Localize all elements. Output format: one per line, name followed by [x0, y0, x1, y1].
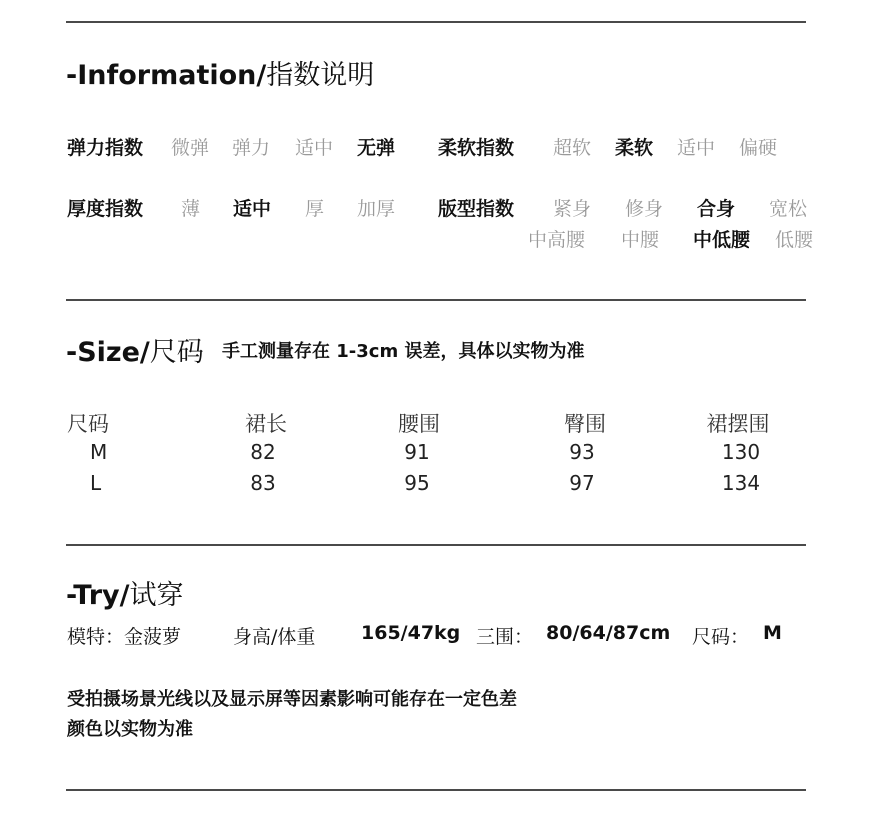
waist-option: 中低腰 — [693, 229, 751, 251]
information-heading — [66, 53, 374, 92]
divider-bottom — [66, 789, 806, 791]
fit-label: 版型指数 — [438, 198, 515, 220]
table-cell-waist: 91 — [404, 440, 430, 464]
divider-top — [66, 21, 806, 23]
try-heading-en: -Try/ — [66, 580, 130, 611]
divider-size-try — [66, 544, 806, 546]
size-note: 手工测量存在 1-3cm 误差，具体以实物为准 — [222, 341, 585, 362]
fit-option: 紧身 — [553, 198, 592, 220]
model-label: 模特：金菠萝 — [67, 626, 182, 648]
try-size-value: M — [763, 622, 782, 644]
thickness-option: 薄 — [181, 198, 201, 220]
try-model-line — [67, 622, 181, 649]
try-heading — [66, 573, 183, 612]
softness-option: 超软 — [553, 137, 592, 159]
thickness-option: 厚 — [305, 198, 325, 220]
elasticity-option: 无弹 — [357, 137, 396, 159]
table-cell-hip: 97 — [569, 471, 595, 495]
table-cell-hip: 93 — [569, 440, 595, 464]
size-table-header: 裙长 — [245, 412, 287, 436]
softness-option: 偏硬 — [739, 137, 778, 159]
table-cell-hem: 130 — [721, 440, 761, 464]
size-heading — [66, 330, 204, 369]
size-heading-en: -Size/ — [66, 337, 150, 368]
fit-option: 合身 — [697, 198, 736, 220]
size-table-header: 臀围 — [564, 412, 606, 436]
thickness-label: 厚度指数 — [67, 198, 144, 220]
table-cell-waist: 95 — [404, 471, 430, 495]
fit-option: 修身 — [625, 198, 664, 220]
waist-option: 中高腰 — [528, 229, 586, 251]
try-bust-label: 三围： — [476, 626, 534, 648]
waist-option: 中腰 — [621, 229, 660, 251]
size-table-header: 裙摆围 — [706, 412, 770, 436]
thickness-option: 适中 — [233, 198, 272, 220]
softness-label: 柔软指数 — [438, 137, 515, 159]
try-hw-value: 165/47kg — [361, 622, 461, 644]
table-cell-size: L — [90, 471, 102, 495]
divider-info-size — [66, 299, 806, 301]
try-size-label: 尺码： — [692, 626, 750, 648]
softness-option: 适中 — [677, 137, 716, 159]
table-cell-length: 83 — [250, 471, 276, 495]
softness-option: 柔软 — [615, 137, 654, 159]
waist-option: 低腰 — [775, 229, 814, 251]
try-bust-value: 80/64/87cm — [546, 622, 671, 644]
thickness-option: 加厚 — [357, 198, 396, 220]
size-table-header: 腰围 — [398, 412, 440, 436]
table-cell-hem: 134 — [721, 471, 761, 495]
elasticity-option: 弹力 — [232, 137, 271, 159]
try-hw — [233, 622, 315, 649]
fit-option: 宽松 — [769, 198, 808, 220]
elasticity-option: 适中 — [295, 137, 334, 159]
try-heading-cn: 试穿 — [129, 580, 184, 611]
table-cell-size: M — [90, 440, 108, 464]
table-cell-length: 82 — [250, 440, 276, 464]
hw-label: 身高/体重 — [233, 626, 316, 648]
size-heading-cn: 尺码 — [149, 337, 204, 368]
information-heading-en: -Information/ — [66, 60, 267, 91]
disclaimer-line2: 颜色以实物为准 — [67, 719, 193, 740]
disclaimer-line1: 受拍摄场景光线以及显示屏等因素影响可能存在一定色差 — [67, 689, 517, 710]
size-table-header: 尺码 — [67, 412, 109, 436]
information-heading-cn: 指数说明 — [266, 60, 375, 91]
elasticity-label: 弹力指数 — [67, 137, 144, 159]
elasticity-option: 微弹 — [171, 137, 210, 159]
